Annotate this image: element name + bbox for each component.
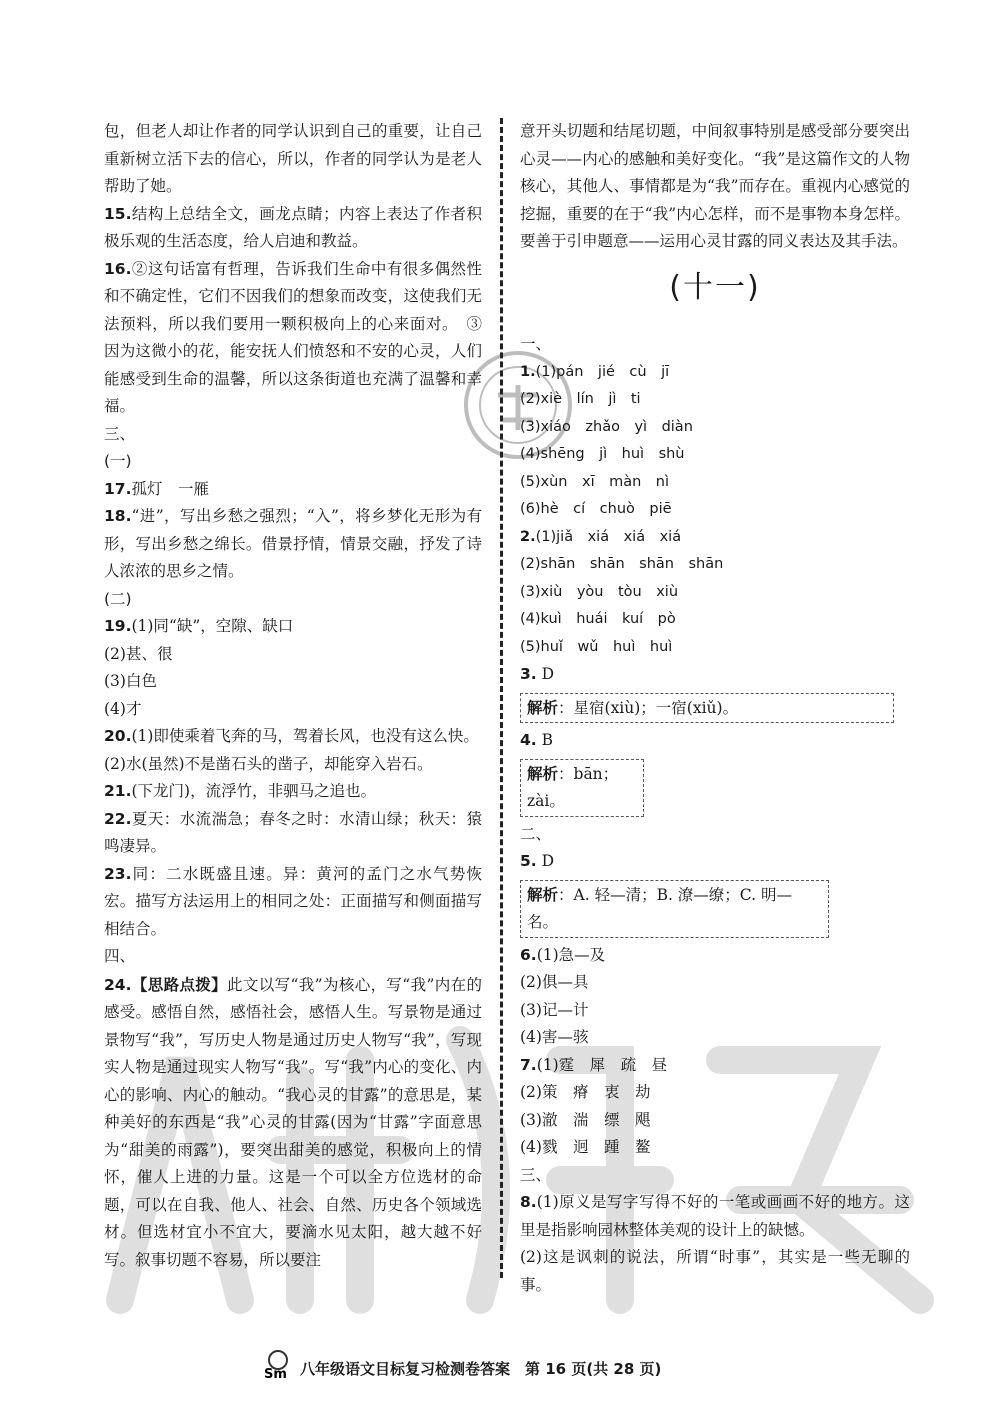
answer-7-line: (2)策 瘠 衷 劫 <box>520 1083 651 1101</box>
section-heading: 三、 <box>520 1165 552 1184</box>
answer-5: 5. D <box>520 852 555 870</box>
answer-20: 20.(1)即使乘着飞奔的马，驾着长风，也没有这么快。 <box>104 727 479 745</box>
answer-15: 15.结构上总结全文，画龙点睛；内容上表达了作者积极乐观的生活态度，给人启迪和教益。 <box>104 204 482 250</box>
answer-1-line: (3)xiáo zhǎo yì diàn <box>520 418 693 435</box>
answer-6: 6.(1)急—及 <box>520 945 606 964</box>
answer-6-line: (4)害—骇 <box>520 1028 589 1046</box>
left-column <box>104 118 482 1274</box>
section-heading: 二、 <box>520 824 552 843</box>
answer-1-line: (6)hè cí chuò piē <box>520 501 672 517</box>
publisher-logo <box>260 1346 296 1382</box>
subsection-heading: (一) <box>104 452 132 470</box>
explanation-box: 解析：星宿(xiù)；一宿(xiǔ)。 <box>520 693 894 724</box>
answer-7-line: (4)戮 迥 踵 鳌 <box>520 1138 651 1156</box>
section-heading: 四、 <box>104 947 136 965</box>
answer-8-2: (2)这是讽刺的说法，所谓“时事”，其实是一些无聊的事。 <box>520 1248 910 1294</box>
answer-3: 3. D <box>520 665 555 683</box>
answer-2-line: (2)shān shān shān shān <box>520 556 724 572</box>
page-footer: 八年级语文目标复习检测卷答案 第 16 页(共 28 页) <box>300 1360 662 1378</box>
answer-6-line: (2)俱—具 <box>520 973 589 991</box>
answer-2-line: (5)huǐ wǔ huì huì <box>520 638 673 655</box>
answer-2-line: (4)kuì huái kuí pò <box>520 611 676 627</box>
answer-17: 17.孤灯 一雁 <box>104 479 209 498</box>
answer-21: 21.(下龙门)，流浮竹，非驷马之追也。 <box>104 782 377 800</box>
answer-6-line: (3)记—计 <box>520 1000 589 1019</box>
answer-20-2: (2)水(虽然)不是凿石头的凿子，却能穿入岩石。 <box>104 754 433 773</box>
answer-22: 22.夏天：水流湍急；春冬之时：水清山绿；秋天：猿鸣凄异。 <box>104 809 482 855</box>
answer-23: 23.同：二水既盛且速。异：黄河的孟门之水气势恢宏。描写方法运用上的相同之处：正面描写和侧面描写相结合。 <box>104 864 482 938</box>
section-heading: 三、 <box>104 424 136 443</box>
answer-8: 8.(1)原义是写字写得不好的一笔或画画不好的地方。这里是指影响园林整体美观的设计上的缺憾。 <box>520 1193 910 1239</box>
answer-7-line: (3)澈 湍 缥 飓 <box>520 1110 651 1129</box>
answer-19: 19.(1)同“缺”，空隙、缺口 <box>104 617 294 635</box>
answer-2: 2.(1)jiǎ xiá xiá xiá <box>520 528 682 545</box>
paragraph: 包，但老人却让作者的同学认识到自己的重要，让自己重新树立活下去的信心，所以，作者的同学认为是老人帮助了她。 <box>104 122 482 195</box>
answer-24: 24.【思路点拨】此文以写“我”为核心，写“我”内在的感受。感悟自然，感悟社会，感悟人生。写景物是通过景物写“我”，写历史人物是通过历史人物写“我”，写现实人物是通过现实人物写“我”。写“我”内心的变化、内心的影响、内心的触动。“我心灵的甘露”的意思是，某种美好的东西是“我”心灵的甘露(因为“甘露”字面意思为“甜美的雨露”)，要突出甜美的感觉，积极向上的情怀，催人上进的力量。这是一个可以全方位选材的命题，可以在自我、他人、社会、自然、历史各个领域选材。但选材宜小不宜大，要滴水见太阳，越大越不好写。叙事切题不容易，所以要注 <box>104 974 482 1269</box>
subsection-heading: (二) <box>104 589 132 608</box>
answer-1: 1.(1)pán jié cù jī <box>520 363 670 380</box>
answer-19-2: (2)甚、很 <box>104 644 173 663</box>
answer-1-line: (4)shēng jì huì shù <box>520 446 685 462</box>
answer-1-line: (2)xiè lín jì ti <box>520 391 641 407</box>
answer-4: 4. B <box>520 731 554 749</box>
section-heading: 一、 <box>520 335 552 353</box>
answer-1-line: (5)xùn xī màn nì <box>520 473 670 490</box>
answer-18: 18.“进”，写出乡愁之强烈；“入”，将乡梦化无形为有形，写出乡愁之绵长。借景抒情，情景交融，抒发了诗人浓浓的思乡之情。 <box>104 507 482 580</box>
section-title: (十一) <box>669 269 761 305</box>
explanation-box: 解析：bān；zài。 <box>520 759 644 817</box>
explanation-box: 解析：A. 轻—清；B. 潦—缭；C. 明—名。 <box>520 880 829 938</box>
answer-19-3: (3)白色 <box>104 672 157 690</box>
column-divider <box>500 118 503 1278</box>
paragraph: 意开头切题和结尾切题，中间叙事特别是感受部分要突出心灵——内心的感触和美好变化。“我”是这篇作文的人物核心，其他人、事情都是为“我”而存在。重视内心感觉的挖掘，重要的在于“我”内心怎样，而不是事物本身怎样。要善于引申题意——运用心灵甘露的同义表达及其手法。 <box>520 122 910 250</box>
answer-7: 7.(1)霆 犀 疏 昼 <box>520 1055 668 1074</box>
logo-text: Sm <box>264 1367 287 1382</box>
right-column <box>520 118 910 1299</box>
answer-2-line: (3)xiù yòu tòu xiù <box>520 583 679 600</box>
answer-16: 16.②这句话富有哲理，告诉我们生命中有很多偶然性和不确定性，它们不因我们的想象而改变，这使我们无法预料，所以我们要用一颗积极向上的心来面对。 ③因为这微小的花，能安抚人们愤怒和不安的心灵，人们能感受到生命的温馨，所以这条街道也充满了温馨和幸福。 <box>104 259 482 415</box>
answer-19-4: (4)才 <box>104 699 142 718</box>
